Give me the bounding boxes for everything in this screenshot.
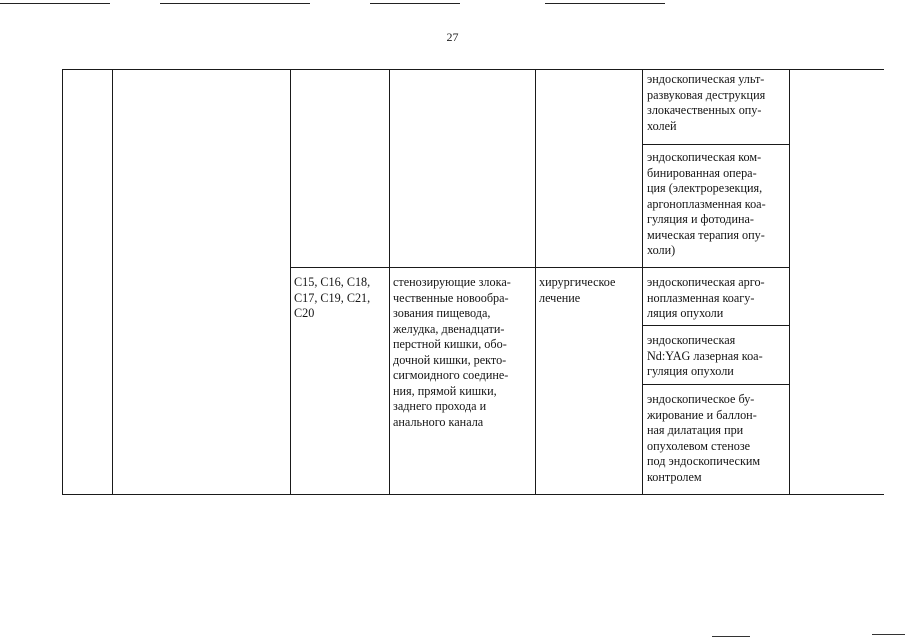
scan-artifact-bottom-mark-1 xyxy=(712,636,750,637)
method-cell-ndyag-laser: эндоскопическая Nd:YAG лазерная коа- гуляция опухоли xyxy=(647,333,763,378)
page-number: 27 xyxy=(446,30,459,44)
column-divider-1 xyxy=(62,69,63,495)
column-divider-3 xyxy=(290,69,291,495)
method-separator-3 xyxy=(642,384,790,385)
method-separator-2 xyxy=(642,325,790,326)
column-divider-4 xyxy=(389,69,390,495)
method-cell-combined-operation: эндоскопическая ком- бинированная опера- ция (электрорезекция, аргоноплазменная коа- гуляция и фотодина- мическая терапия опу- холи) xyxy=(647,150,766,257)
scan-artifact-top-line-1 xyxy=(0,3,110,4)
row-separator xyxy=(290,267,790,268)
method-cell-ultrasound-destruction: эндоскопическая ульт- развуковая деструкция злокачественных опу- холей xyxy=(647,72,766,133)
method-cell-bougienage-balloon: эндоскопическое бу- жирование и баллон- ная дилатация при опухолевом стенозе под эндоскопическим контролем xyxy=(647,392,761,484)
column-divider-6 xyxy=(642,69,643,495)
condition-cell: стенозирующие злока- чественные новообра- зования пищевода, желудка, двенадцати- перстной кишки, обо- дочной кишки, ректо- сигмоидного соедине- ния, прямой кишки, заднего прохода и анального канала xyxy=(393,275,511,429)
column-divider-5 xyxy=(535,69,536,495)
column-divider-7 xyxy=(789,69,790,495)
scan-artifact-top-line-3 xyxy=(370,3,460,4)
scan-artifact-top-line-4 xyxy=(545,3,665,4)
scan-artifact-bottom-mark-2 xyxy=(872,634,905,635)
table-top-border xyxy=(62,69,884,70)
icd-codes-cell: C15, C16, C18, C17, C19, C21, C20 xyxy=(294,275,371,320)
treatment-type-cell: хирургическое лечение xyxy=(539,275,616,305)
method-cell-argon-plasma: эндоскопическая арго- ноплазменная коагу- ляция опухоли xyxy=(647,275,765,320)
column-divider-2 xyxy=(112,69,113,495)
scan-artifact-top-line-2 xyxy=(160,3,310,4)
table-bottom-border xyxy=(62,494,884,495)
method-separator-1 xyxy=(642,144,790,145)
